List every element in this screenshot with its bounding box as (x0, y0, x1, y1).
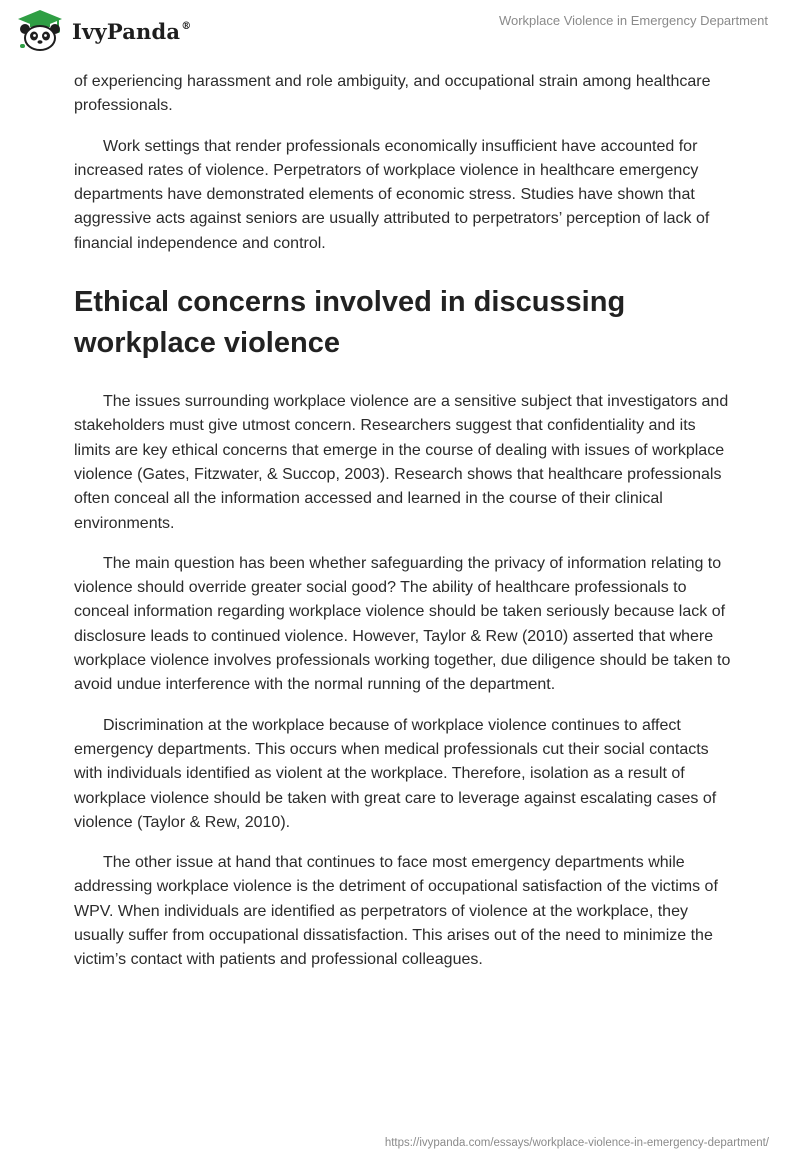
paragraph-confidentiality: The issues surrounding workplace violence are a sensitive subject that investigators and stakeholders must give utmost concern. Researchers suggest that confidentiality and its limits are key ethical concerns that emerge in the course of dealing with issues of workplace violence (Gates, Fitzwater, & Succop, 2003). Research shows that healthcare professionals often conceal all the information accessed and learned in the course of their clinical environments. (74, 393, 729, 532)
panda-graduate-icon (14, 8, 66, 52)
page-header (0, 0, 800, 64)
source-url[interactable]: https://ivypanda.com/essays/workplace-violence-in-emergency-department/ (384, 1137, 769, 1149)
document-title: Workplace Violence in Emergency Department (498, 13, 768, 28)
paragraph-continued: of experiencing harassment and role ambiguity, and occupational strain among healthcare professionals. (74, 73, 711, 115)
paragraph-occupational-satisfaction: The other issue at hand that continues to face most emergency departments while addressing workplace violence is the detriment of occupational satisfaction of the victims of WPV. When individuals are identified as perpetrators of violence at the workplace, they usually suffer from occupational dissatisfaction. This arises out of the need to minimize the victim’s contact with patients and professional colleagues. (74, 854, 718, 969)
paragraph-economic-stress: Work settings that render professionals economically insufficient have accounted for increased rates of violence. Perpetrators of workplace violence in healthcare emergency departments have demonstrated elements of economic stress. Studies have shown that aggressive acts against seniors are usually attributed to perpetrators’ perception of lack of financial independence and control. (74, 137, 710, 252)
paragraph-privacy: The main question has been whether safeguarding the privacy of information relating to violence should override greater social good? The ability of healthcare professionals to conceal information regarding workplace violence should be taken seriously because lack of disclosure leads to continued violence. However, Taylor & Rew (2010) asserted that where workplace violence involves professionals working together, due diligence should be taken to avoid undue interference with the normal running of the department. (74, 554, 731, 694)
section-heading: Ethical concerns involved in discussing workplace violence (74, 286, 626, 360)
brand-name: IvyPanda® (72, 18, 192, 44)
paragraph-discrimination: Discrimination at the workplace because of workplace violence continues to affect emergency departments. This occurs when medical professionals cut their social contacts with individuals identified as violent at the workplace. Therefore, isolation as a result of workplace violence should be taken with great care to leverage against escalating cases of violence (Taylor & Rew, 2010). (74, 716, 717, 831)
essay-content (74, 70, 734, 989)
brand-logo[interactable] (14, 8, 191, 52)
